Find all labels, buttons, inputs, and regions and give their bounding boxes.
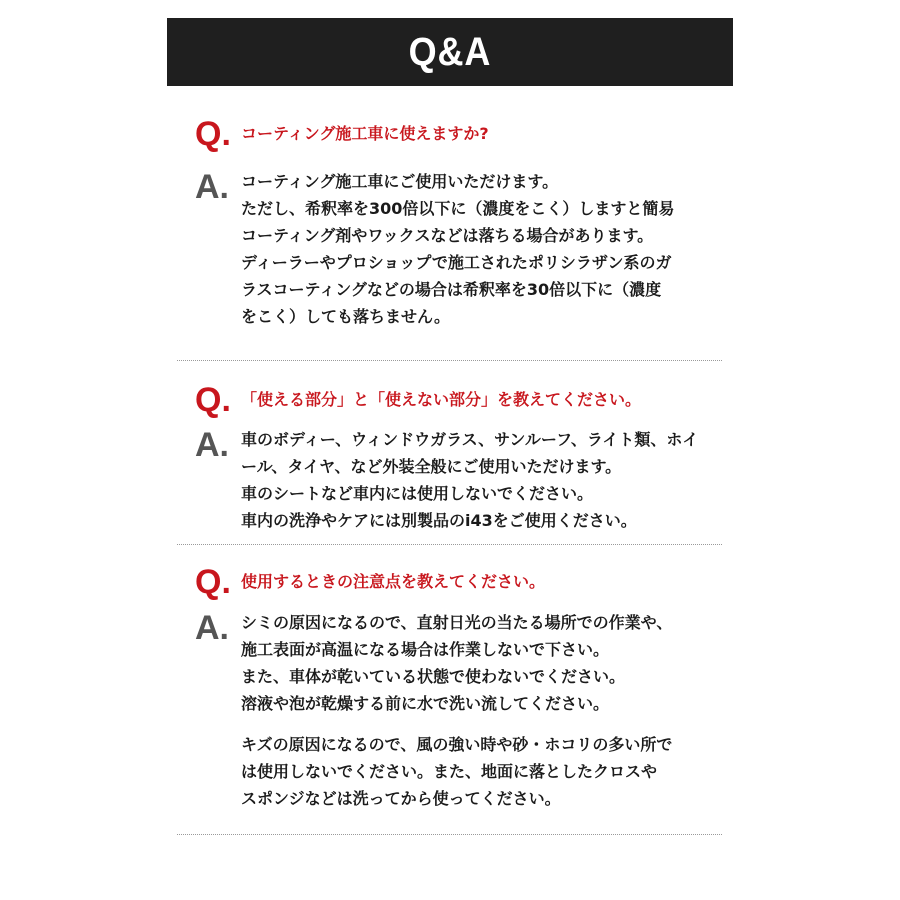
answer-text [241, 168, 674, 330]
page-title: Q&A [408, 29, 492, 74]
answer-row [177, 168, 722, 330]
answer-text [241, 426, 698, 534]
answer-line: は使用しないでください。また、地面に落としたクロスや [241, 762, 658, 781]
answer-line: ラスコーティングなどの場合は希釈率を30倍以下に（濃度 [241, 280, 662, 299]
answer-line: をこく）しても落ちません。 [241, 307, 450, 326]
question-mark-label: Q. [195, 115, 231, 153]
section-divider [177, 834, 722, 835]
question-row [177, 117, 722, 151]
answer-mark-label: A. [195, 426, 229, 464]
answer-line: ール、タイヤ、など外装全般にご使用いただけます。 [241, 457, 622, 476]
answer-line: シミの原因になるので、直射日光の当たる場所での作業や、 [241, 613, 673, 632]
answer-line: コーティング施工車にご使用いただけます。 [241, 172, 559, 191]
answer-line: 車のシートなど車内には使用しないでください。 [241, 484, 594, 503]
answer-row [177, 426, 722, 534]
qa-page [167, 18, 733, 835]
answer-line: また、車体が乾いている状態で使わないでください。 [241, 667, 626, 686]
question-row [177, 565, 722, 599]
question-text: 使用するときの注意点を教えてください。 [241, 572, 546, 591]
section-divider [177, 360, 722, 361]
answer-line: コーティング剤やワックスなどは落ちる場合があります。 [241, 226, 654, 245]
answer-line: 車のボディー、ウィンドウガラス、サンルーフ、ライト類、ホイ [241, 430, 699, 449]
qa-item-1 [177, 117, 722, 330]
answer-row [177, 609, 722, 812]
question-text: コーティング施工車に使えますか? [241, 124, 489, 143]
paragraph-gap [241, 717, 672, 731]
answer-line: 溶液や泡が乾燥する前に水で洗い流してください。 [241, 694, 610, 713]
answer-text [241, 609, 672, 812]
answer-line: ただし、希釈率を300倍以下に（濃度をこく）しますと簡易 [241, 199, 675, 218]
qa-header [167, 18, 733, 86]
answer-mark-label: A. [195, 168, 229, 206]
answer-line: 施工表面が高温になる場合は作業しないで下さい。 [241, 640, 610, 659]
answer-line: スポンジなどは洗ってから使ってください。 [241, 789, 561, 808]
section-divider [177, 544, 722, 545]
answer-line: 車内の洗浄やケアには別製品のi43をご使用ください。 [241, 511, 637, 530]
answer-line: キズの原因になるので、風の強い時や砂・ホコリの多い所で [241, 735, 673, 754]
question-mark-label: Q. [195, 563, 231, 601]
answer-mark-label: A. [195, 609, 229, 647]
answer-line: ディーラーやプロショップで施工されたポリシラザン系のガ [241, 253, 672, 272]
question-text: 「使える部分」と「使えない部分」を教えてください。 [241, 390, 642, 409]
question-mark-label: Q. [195, 381, 231, 419]
qa-item-3 [177, 565, 722, 812]
qa-item-2 [177, 383, 722, 534]
question-row [177, 383, 722, 417]
